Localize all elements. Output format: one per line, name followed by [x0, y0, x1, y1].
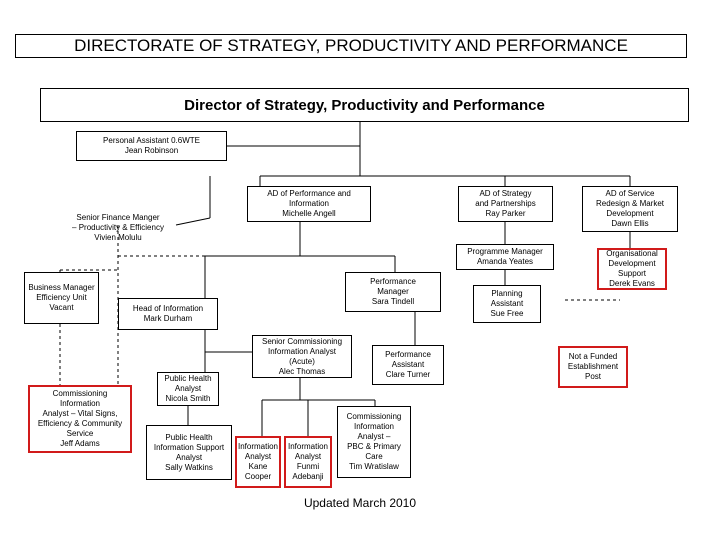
not-funded-box: Not a Funded Establishment Post — [558, 346, 628, 388]
senior-commissioning-analyst-box: Senior Commissioning Information Analyst (Acute) Alec Thomas — [252, 335, 352, 378]
public-health-support-box: Public Health Information Support Analyst Sally Watkins — [146, 425, 232, 480]
ad-strategy-box: AD of Strategy and Partnerships Ray Parker — [458, 186, 553, 222]
performance-assistant-box: Performance Assistant Clare Turner — [372, 345, 444, 385]
personal-assistant-box: Personal Assistant 0.6WTE Jean Robinson — [76, 131, 227, 161]
org-development-box: Organisational Development Support Derek Evans — [597, 248, 667, 290]
programme-manager-box: Programme Manager Amanda Yeates — [456, 244, 554, 270]
public-health-analyst-box: Public Health Analyst Nicola Smith — [157, 372, 219, 406]
info-analyst-funmi-box: Information Analyst Funmi Adebanji — [284, 436, 332, 488]
info-analyst-kane-box: Information Analyst Kane Cooper — [235, 436, 281, 488]
updated-note: Updated March 2010 — [303, 496, 417, 510]
business-manager-box: Business Manager Efficiency Unit Vacant — [24, 272, 99, 324]
page-title: DIRECTORATE OF STRATEGY, PRODUCTIVITY AND PERFORMANCE — [15, 34, 687, 58]
planning-assistant-box: Planning Assistant Sue Free — [473, 285, 541, 323]
commissioning-pbc-box: Commissioning Information Analyst – PBC & Primary Care Tim Wratislaw — [337, 406, 411, 478]
commissioning-vital-signs-box: Commissioning Information Analyst – Vital Signs, Efficiency & Community Service Jeff Adams — [28, 385, 132, 453]
director-box: Director of Strategy, Productivity and Performance — [40, 88, 689, 122]
performance-manager-box: Performance Manager Sara Tindell — [345, 272, 441, 312]
ad-performance-box: AD of Performance and Information Michelle Angell — [247, 186, 371, 222]
head-of-information-box: Head of Information Mark Durham — [118, 298, 218, 330]
senior-finance-manager: Senior Finance Manger – Productivity & Efficiency Vivien Molulu — [72, 213, 164, 242]
ad-service-box: AD of Service Redesign & Market Development Dawn Ellis — [582, 186, 678, 232]
